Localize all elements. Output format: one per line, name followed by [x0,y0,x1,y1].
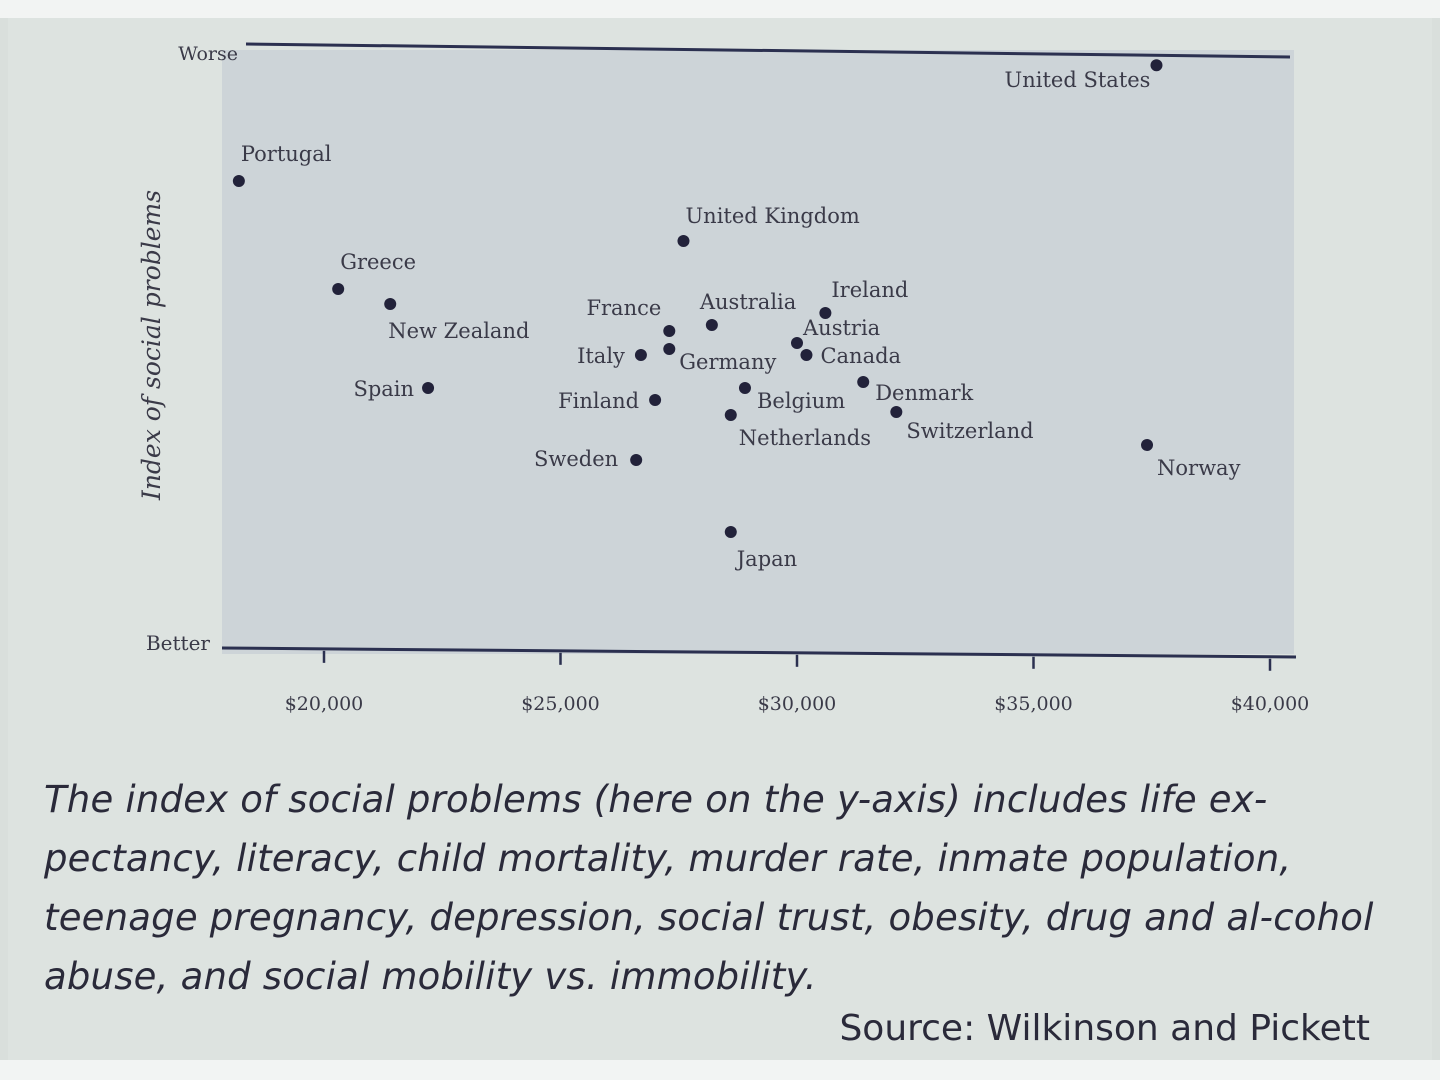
x-tick-label: $40,000 [1230,693,1310,715]
data-point [791,337,803,349]
point-label: United States [1004,68,1151,93]
data-point [725,409,737,421]
x-tick-label: $25,000 [521,693,600,715]
data-point [1141,439,1153,451]
data-point [663,325,675,337]
data-point [663,343,675,355]
data-point [630,454,642,466]
x-tick-label: $35,000 [994,693,1073,715]
data-point [739,382,751,394]
point-label: Sweden [533,447,619,471]
point-label: Norway [1157,456,1241,480]
data-point [677,235,689,247]
data-point [635,349,647,361]
point-label: New Zealand [388,319,530,343]
data-point [857,376,869,388]
x-ticks [285,651,1310,715]
data-point [384,298,396,310]
point-label: Japan [736,547,798,571]
point-label: Spain [353,377,415,401]
data-point [1150,59,1162,71]
point-label: Switzerland [906,419,1034,443]
point-label: Belgium [756,389,846,413]
point-label: Austria [803,316,881,340]
y-bottom-label: Better [145,631,210,655]
point-label: Germany [679,350,777,374]
point-label: Canada [820,344,902,368]
caption: The index of social problems (here on the y-axis) includes life ex-pectancy, literacy, child mortality, murder rate, inmate population, teenage pregnancy, depression, social trust, obesity, drug and al-cohol abuse, and social mobility vs. immobility. [44,778,1374,998]
data-point [233,175,245,187]
data-point [332,283,344,295]
point-label: Ireland [831,278,909,302]
source-credit: Source: Wilkinson and Pickett [839,1008,1370,1049]
point-label: Italy [577,344,625,368]
data-point [800,349,812,361]
point-label: Denmark [875,381,974,405]
data-point [422,382,434,394]
data-point [890,406,902,418]
data-point [649,394,661,406]
point-label: Netherlands [738,426,871,450]
data-point [725,526,737,538]
photo-border-bottom [0,1060,1440,1080]
point-label: Greece [340,250,417,274]
x-tick-label: $30,000 [757,693,837,715]
point-label: France [586,296,662,320]
x-tick-label: $20,000 [284,693,364,715]
point-label: Portugal [240,142,332,166]
y-top-label: Worse [178,43,238,65]
y-axis-label: Index of social problems [137,189,166,501]
data-point [706,319,718,331]
point-label: Australia [699,290,797,314]
point-label: Finland [558,389,640,413]
point-label: United Kingdom [685,204,860,228]
